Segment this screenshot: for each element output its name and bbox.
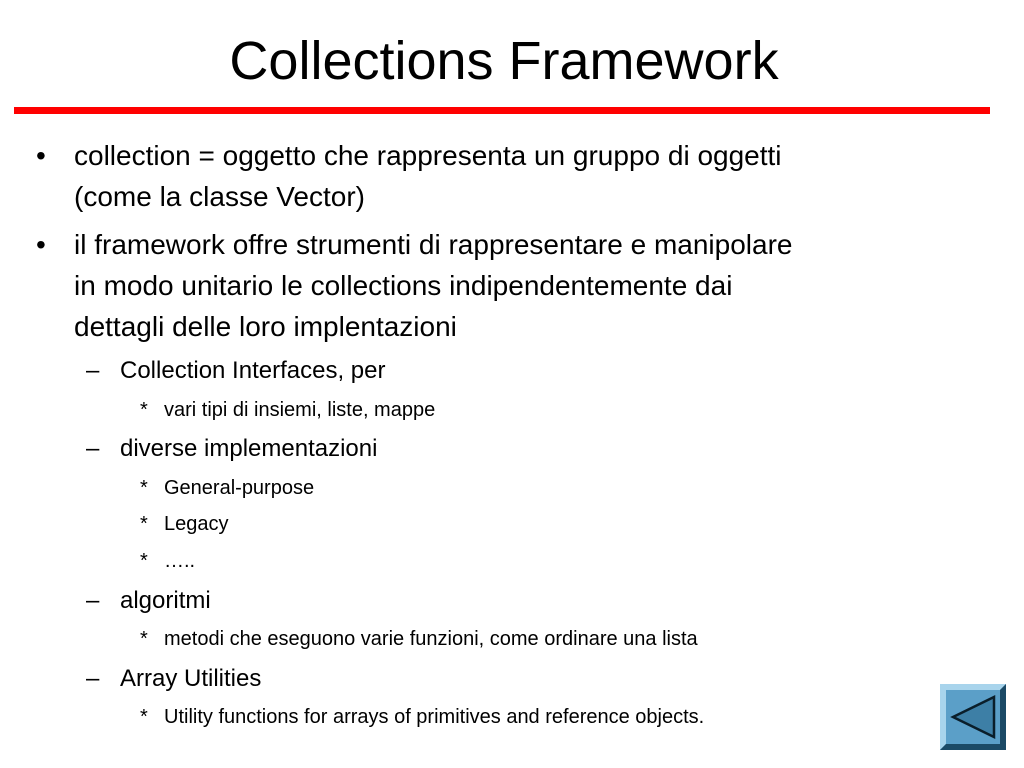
sub-sub-bullet-text: General-purpose	[164, 477, 315, 499]
previous-slide-button[interactable]	[940, 684, 1006, 750]
bullet-2-line-3: dettagli delle loro implentazioni	[74, 311, 457, 342]
slide-title: Collections Framework	[229, 31, 779, 91]
bullet-marker: •	[36, 140, 46, 171]
bullet-1-line-2: (come la classe Vector)	[74, 181, 365, 212]
sub-sub-bullet-text: Utility functions for arrays of primitives and reference objects.	[164, 706, 705, 728]
sub-bullet-text: Array Utilities	[120, 665, 262, 692]
sub-bullet-text: Collection Interfaces, per	[120, 357, 386, 384]
bullet-1-line-1: collection = oggetto che rappresenta un gruppo di oggetti	[74, 140, 782, 171]
sub-sub-bullet-marker: *	[140, 513, 148, 535]
sub-sub-bullet-marker: *	[140, 628, 148, 650]
sub-sub-bullet-text: metodi che eseguono varie funzioni, come ordinare una lista	[164, 628, 698, 650]
bullet-marker: •	[36, 229, 46, 260]
bullet-2-line-1: il framework offre strumenti di rappresentare e manipolare	[74, 229, 793, 260]
sub-bullet-marker: –	[86, 587, 100, 614]
sub-bullet-text: diverse implementazioni	[120, 435, 378, 462]
sub-sub-bullet-text: Legacy	[164, 513, 229, 535]
triangle-left-icon	[940, 684, 1006, 750]
bullet-2-line-2: in modo unitario le collections indipendentemente dai	[74, 270, 733, 301]
sub-sub-bullet-marker: *	[140, 477, 148, 499]
sub-sub-bullet-text: vari tipi di insiemi, liste, mappe	[164, 399, 436, 421]
title-underline	[14, 107, 990, 114]
sub-sub-bullet-marker: *	[140, 706, 148, 728]
sub-sub-bullet-marker: *	[140, 550, 148, 572]
sub-sub-bullet-text: …..	[164, 550, 196, 572]
sub-bullet-marker: –	[86, 435, 100, 462]
sub-bullet-marker: –	[86, 357, 100, 384]
sub-sub-bullet-marker: *	[140, 399, 148, 421]
sub-bullet-marker: –	[86, 665, 100, 692]
sub-bullet-text: algoritmi	[120, 587, 211, 614]
